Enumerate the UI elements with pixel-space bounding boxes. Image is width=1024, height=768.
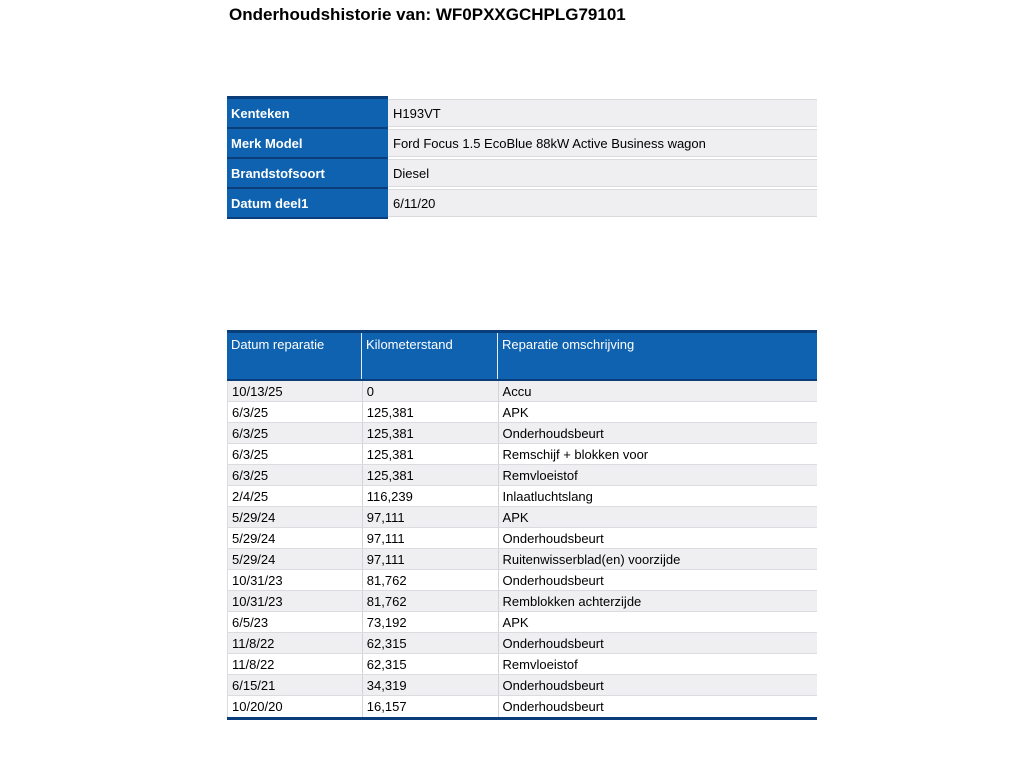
page-title: Onderhoudshistorie van: WF0PXXGCHPLG79101 [229,5,626,24]
maintenance-history-table [227,330,817,720]
info-row [227,129,817,159]
history-cell-date: 2/4/25 [232,488,269,504]
history-cell-kilometers: 62,315 [362,654,498,674]
history-cell-description: Remschijf + blokken voor [498,444,817,464]
info-value: 6/11/20 [388,189,817,219]
history-cell-date: 6/15/21 [232,677,276,693]
table-row [228,633,817,654]
history-cell-description: Accu [498,381,817,401]
table-row [228,528,817,549]
history-cell-description: Onderhoudsbeurt [498,633,817,653]
table-row [228,612,817,633]
history-cell-kilometers: 62,315 [362,633,498,653]
history-cell-description: Inlaatluchtslang [498,486,817,506]
history-cell-description: Onderhoudsbeurt [498,696,817,717]
history-cell-kilometers: 73,192 [362,612,498,632]
table-row [228,591,817,612]
table-row [228,549,817,570]
info-label: Merk Model [227,129,388,159]
table-row [228,465,817,486]
history-cell-description: APK [498,402,817,422]
table-row [228,381,817,402]
history-cell-description: APK [498,507,817,527]
history-cell-kilometers: 97,111 [362,528,498,548]
history-cell-date: 10/20/20 [232,699,283,714]
history-cell-kilometers: 97,111 [362,507,498,527]
column-header-datum-reparatie: Datum reparatie [231,337,325,352]
info-row [227,96,817,129]
info-row [227,189,817,219]
table-row [228,486,817,507]
history-cell-date: 10/31/23 [232,572,283,588]
history-cell-kilometers: 125,381 [362,444,498,464]
history-cell-kilometers: 16,157 [362,696,498,717]
history-cell-date: 6/3/25 [232,446,269,462]
history-cell-date: 5/29/24 [232,551,276,567]
info-value: Diesel [388,159,817,189]
info-label: Brandstofsoort [227,159,388,189]
history-cell-date: 6/3/25 [232,404,269,420]
history-cell-kilometers: 34,319 [362,675,498,695]
history-cell-date: 5/29/24 [232,530,276,546]
history-cell-description: Onderhoudsbeurt [498,528,817,548]
history-cell-date: 6/3/25 [232,425,269,441]
table-row [228,570,817,591]
history-table-body [227,381,817,717]
history-cell-description: Onderhoudsbeurt [498,675,817,695]
history-cell-kilometers: 97,111 [362,549,498,569]
column-header-reparatie-omschrijving: Reparatie omschrijving [497,333,817,379]
history-cell-date: 6/3/25 [232,467,269,483]
history-cell-kilometers: 81,762 [362,570,498,590]
history-cell-description: Remblokken achterzijde [498,591,817,611]
history-cell-description: Ruitenwisserblad(en) voorzijde [498,549,817,569]
table-row [228,423,817,444]
table-row [228,675,817,696]
info-label: Datum deel1 [227,189,388,219]
history-cell-date: 11/8/22 [232,656,275,672]
history-cell-date: 10/13/25 [232,383,283,399]
history-cell-description: Remvloeistof [498,465,817,485]
info-row [227,159,817,189]
table-row [228,654,817,675]
history-cell-kilometers: 116,239 [362,486,498,506]
history-cell-kilometers: 0 [362,381,498,401]
info-value: H193VT [388,96,817,129]
table-row [228,507,817,528]
info-value: Ford Focus 1.5 EcoBlue 88kW Active Business wagon [388,129,817,159]
table-row [228,402,817,423]
history-cell-date: 5/29/24 [232,509,276,525]
history-cell-description: Remvloeistof [498,654,817,674]
history-cell-kilometers: 81,762 [362,591,498,611]
history-cell-description: Onderhoudsbeurt [498,423,817,443]
history-cell-date: 6/5/23 [232,614,269,630]
column-header-kilometerstand: Kilometerstand [361,333,497,379]
history-table-header [227,333,817,381]
history-cell-kilometers: 125,381 [362,423,498,443]
history-cell-description: Onderhoudsbeurt [498,570,817,590]
info-label: Kenteken [227,96,388,129]
history-cell-date: 10/31/23 [232,593,283,609]
history-cell-kilometers: 125,381 [362,402,498,422]
vehicle-info-table [227,96,817,219]
table-row [228,444,817,465]
history-cell-date: 11/8/22 [232,635,275,651]
table-row [228,696,817,717]
history-cell-kilometers: 125,381 [362,465,498,485]
history-cell-description: APK [498,612,817,632]
